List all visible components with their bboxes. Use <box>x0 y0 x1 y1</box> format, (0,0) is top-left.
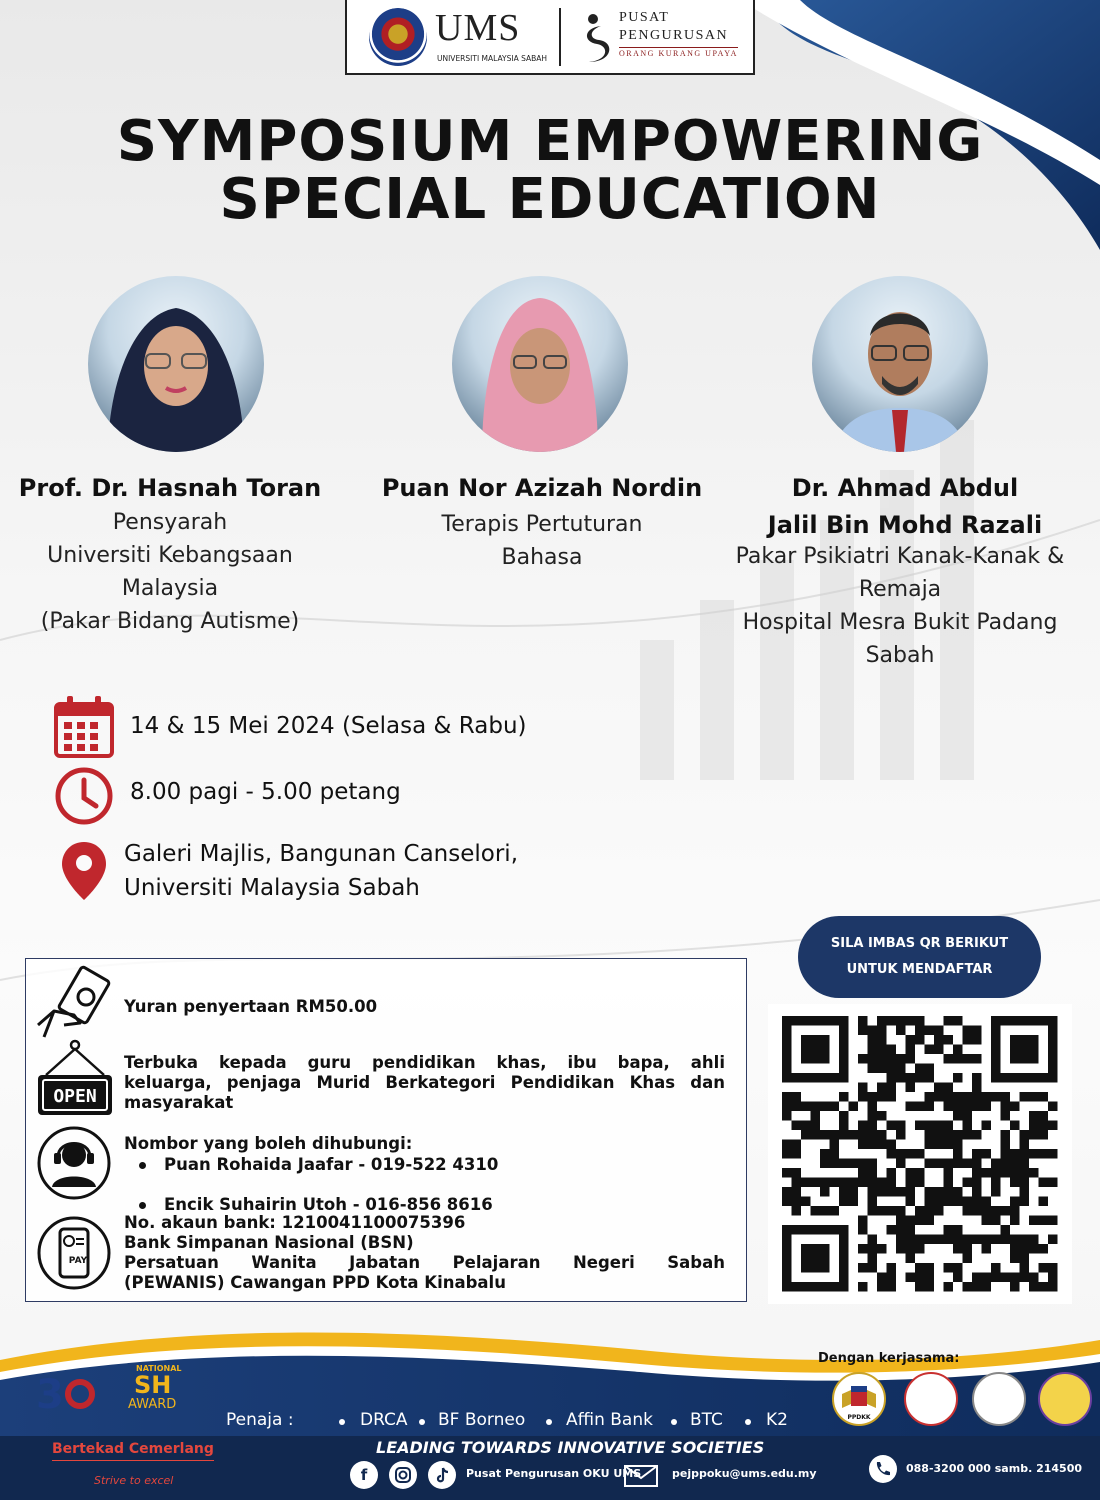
osh-national-label: NATIONAL <box>136 1364 182 1373</box>
event-time: 8.00 pagi - 5.00 petang <box>130 779 401 805</box>
partner-logo-4 <box>1038 1372 1092 1426</box>
sponsor-4: BTC <box>690 1410 723 1430</box>
customer-support-icon <box>36 1125 112 1201</box>
speaker-2-desc-2: Bahasa <box>501 545 583 570</box>
speaker-3-name-2: Jalil Bin Mohd Razali <box>767 511 1043 539</box>
speaker-1-desc-3: Malaysia <box>121 576 219 601</box>
bank-holder-line1: Persatuan Wanita Jabatan Pelajaran Negeri Sabah <box>124 1253 725 1272</box>
bank-account: No. akaun bank: 1210041100075396 <box>124 1213 466 1232</box>
email-address[interactable]: pejppoku@ums.edu.my <box>672 1467 817 1480</box>
osh-award-logo <box>108 1364 184 1422</box>
clock-icon <box>54 766 114 826</box>
speaker-2-avatar-icon <box>452 276 628 452</box>
header-logo-box <box>345 0 755 75</box>
location-pin-icon <box>60 840 108 902</box>
pusat-line3: ORANG KURANG UPAYA <box>619 49 738 58</box>
partner-ppdkk-label: PPDKK <box>847 1414 871 1421</box>
payment-phone-icon <box>36 1215 112 1291</box>
speaker-1-desc-4: (Pakar Bidang Autisme) <box>40 609 300 634</box>
sponsor-label: Penaja : <box>226 1410 294 1430</box>
sponsor-1: DRCA <box>360 1410 408 1430</box>
speaker-3-desc-1: Pakar Psikiatri Kanak-Kanak & <box>735 544 1065 569</box>
speaker-3-desc-3: Hospital Mesra Bukit Padang <box>742 610 1058 635</box>
tiktok-icon[interactable] <box>428 1461 456 1489</box>
sponsor-bullet <box>419 1419 425 1425</box>
speaker-2-photo <box>452 276 628 452</box>
open-text-line2: keluarga, penjaga Murid Berkategori Pendidikan Khas dan <box>124 1073 725 1092</box>
speaker-3-desc-4: Sabah <box>865 643 935 668</box>
bank-holder-line2: (PEWANIS) Cawangan PPD Kota Kinabalu <box>124 1273 506 1292</box>
calendar-icon <box>54 696 114 758</box>
partner-logo-jata <box>832 1372 886 1426</box>
hand-money-icon <box>34 965 114 1045</box>
email-icon <box>624 1465 658 1487</box>
contact-1: Puan Rohaida Jaafar - 019-522 4310 <box>124 1155 844 1175</box>
qr-code-graphic <box>768 1004 1072 1304</box>
speaker-1-avatar-icon <box>88 276 264 452</box>
motto: Bertekad Cemerlang <box>52 1441 214 1461</box>
anniversary-30-icon <box>36 1366 96 1418</box>
osh-award-label: AWARD <box>128 1397 177 1412</box>
pusat-oku-logo-icon <box>579 12 615 64</box>
qr-instruction-line2: UNTUK MENDAFTAR <box>846 962 993 977</box>
tiktok-glyph-icon <box>428 1461 456 1489</box>
speaker-3-name-1: Dr. Ahmad Abdul <box>791 474 1019 502</box>
event-venue-line1: Galeri Majlis, Bangunan Canselori, <box>124 841 518 867</box>
ums-logo-text: UMS <box>435 7 521 49</box>
facebook-icon[interactable]: f <box>350 1461 378 1489</box>
sponsor-3: Affin Bank <box>566 1410 653 1430</box>
sponsor-bullet <box>671 1419 677 1425</box>
footer-tagline: LEADING TOWARDS INNOVATIVE SOCIETIES <box>376 1438 765 1457</box>
open-text-line3: masyarakat <box>124 1093 234 1112</box>
phone-number[interactable]: 088-3200 000 samb. 214500 <box>906 1462 1082 1475</box>
sponsor-bullet <box>745 1419 751 1425</box>
contact-2: Encik Suhairin Utoh - 016-856 8616 <box>124 1195 844 1215</box>
collab-label: Dengan kerjasama: <box>818 1351 960 1366</box>
details-box <box>25 958 747 1302</box>
contact-heading: Nombor yang boleh dihubungi: <box>124 1134 413 1153</box>
qr-instruction-line1: SILA IMBAS QR BERIKUT <box>830 936 1009 951</box>
pusat-line2: PENGURUSAN <box>619 28 729 43</box>
speaker-1-name: Prof. Dr. Hasnah Toran <box>18 474 322 502</box>
osh-sh-label: SH <box>134 1371 172 1399</box>
instagram-glyph-icon <box>389 1461 417 1489</box>
crest-icon <box>834 1374 884 1424</box>
bank-name: Bank Simpanan Nasional (BSN) <box>124 1233 414 1252</box>
pusat-line1: PUSAT <box>619 10 670 25</box>
speaker-1-desc-2: Universiti Kebangsaan <box>47 543 293 568</box>
sponsor-bullet <box>339 1419 345 1425</box>
event-venue-line2: Universiti Malaysia Sabah <box>124 875 420 901</box>
speaker-1-photo <box>88 276 264 452</box>
sponsor-bullet <box>546 1419 552 1425</box>
title-line2: SPECIAL EDUCATION <box>219 167 881 232</box>
registration-qr-code[interactable] <box>768 1004 1072 1304</box>
fee-text: Yuran penyertaan RM50.00 <box>124 997 378 1016</box>
speaker-3-desc-2: Remaja <box>858 577 942 602</box>
logo-divider <box>559 8 561 66</box>
instagram-icon[interactable] <box>389 1461 417 1489</box>
open-sign-text: OPEN <box>53 1086 97 1107</box>
ums-subtitle: UNIVERSITI MALAYSIA SABAH <box>437 54 548 63</box>
partner-logo-2 <box>904 1372 958 1426</box>
title-line1: SYMPOSIUM EMPOWERING <box>116 109 984 174</box>
open-sign-icon <box>34 1039 116 1117</box>
speaker-2-name: Puan Nor Azizah Nordin <box>381 474 703 502</box>
qr-instruction-pill <box>798 916 1041 998</box>
event-date: 14 & 15 Mei 2024 (Selasa & Rabu) <box>130 713 527 739</box>
social-handle[interactable]: Pusat Pengurusan OKU UMS <box>466 1467 642 1480</box>
open-text-line1: Terbuka kepada guru pendidikan khas, ibu bapa, ahli <box>124 1053 725 1072</box>
speaker-1-desc-1: Pensyarah <box>112 510 228 535</box>
svg-text:3: 3 <box>36 1372 64 1418</box>
motto-sub: Strive to excel <box>94 1474 174 1487</box>
speaker-2-desc-1: Terapis Pertuturan <box>441 512 643 537</box>
sponsor-5: K2 <box>766 1410 788 1430</box>
sponsor-2: BF Borneo <box>438 1410 526 1430</box>
speaker-3-photo <box>812 276 988 452</box>
phone-icon <box>868 1454 898 1484</box>
ums-30-logo <box>36 1366 96 1418</box>
partner-logo-3 <box>972 1372 1026 1426</box>
ums-crest-logo <box>369 8 427 66</box>
speaker-3-avatar-icon <box>812 276 988 452</box>
pay-icon-label: PAY <box>68 1256 88 1266</box>
